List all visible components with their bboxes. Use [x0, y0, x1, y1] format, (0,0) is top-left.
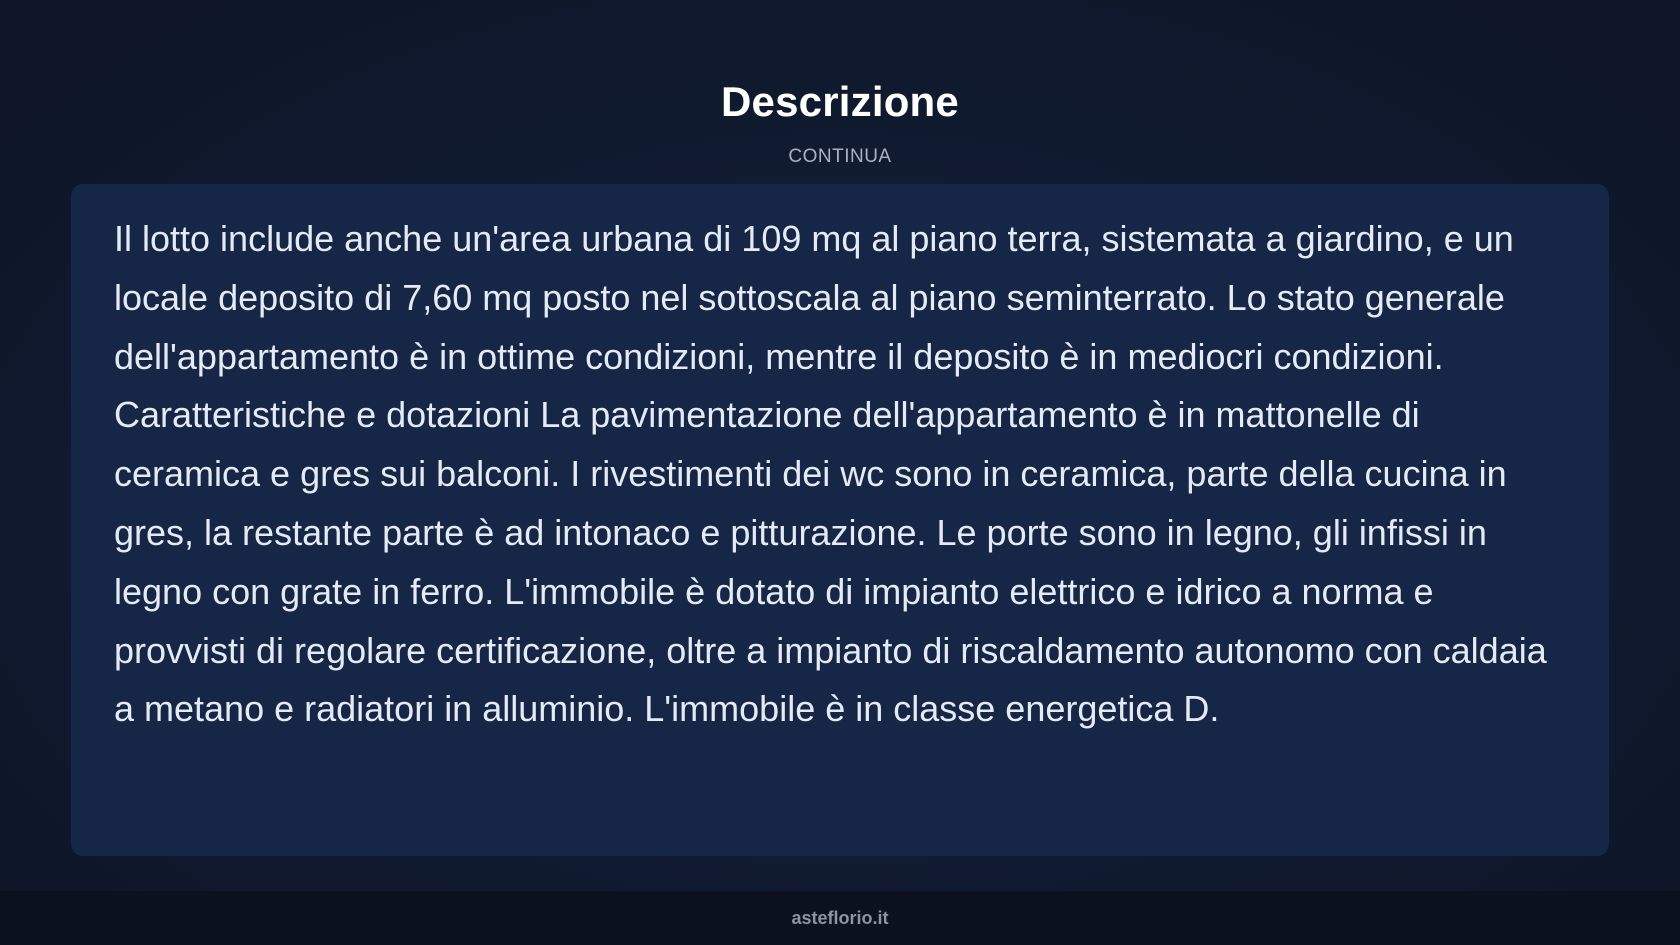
continua-label: CONTINUA [788, 146, 892, 167]
page-title: Descrizione [721, 78, 959, 125]
description-card [71, 184, 1609, 856]
site-name: asteflorio.it [791, 907, 889, 928]
description-text: Il lotto include anche un'area urbana di 109 mq al piano terra, sistemata a giardino, e un locale deposito di 7,60 mq posto nel sottoscala al piano seminterrato. Lo stato generale dell'appartamento è in ottime condizioni, mentre il deposito è in mediocri condizioni. Caratteristiche e dotazioni La pavimentazione dell'appartamento è in mattonelle di ceramica e gres sui balconi. I rivestimenti dei wc sono in ceramica, parte della cucina in gres, la restante parte è ad intonaco e pitturazione. Le porte sono in legno, gli infissi in legno con grate in ferro. L'immobile è dotato di impianto elettrico e idrico a norma e provvisti di regolare certificazione, oltre a impianto di riscaldamento autonomo con caldaia a metano e radiatori in alluminio. L'immobile è in classe energetica D. [114, 218, 1547, 730]
footer-bar [0, 891, 1680, 945]
